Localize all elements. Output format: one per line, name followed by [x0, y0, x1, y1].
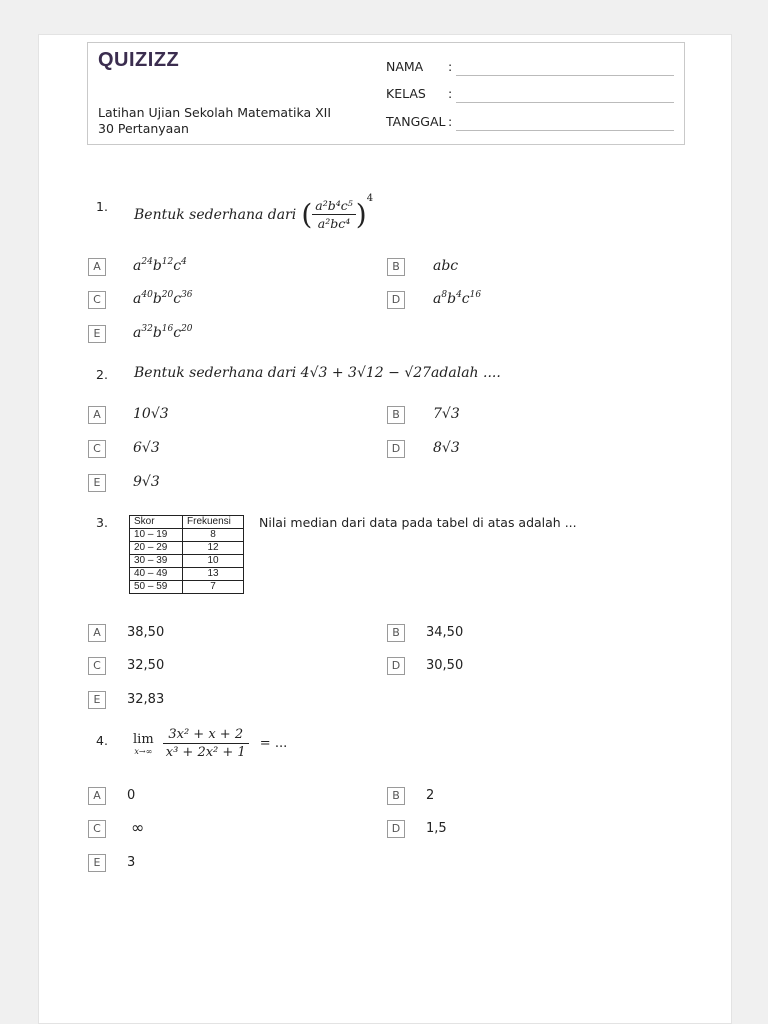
- q4-option-c-box[interactable]: C: [88, 820, 106, 838]
- q2-option-a-text: 10√3: [133, 406, 169, 422]
- q2-option-c-box[interactable]: C: [88, 440, 106, 458]
- fraction-numerator: 3x² + x + 2: [163, 727, 249, 744]
- table-row: [130, 542, 244, 555]
- question-1-fraction: [312, 198, 356, 231]
- q3-option-e-text: 32,83: [127, 692, 165, 707]
- question-4-number: 4.: [96, 733, 108, 748]
- fraction-exponent: 4: [366, 193, 374, 204]
- question-1-text: Bentuk sederhana dari: [134, 207, 297, 223]
- q2-option-d-text: 8√3: [433, 440, 460, 456]
- q1-option-d-text: $a^8b^4c^{16}$: [433, 290, 482, 307]
- q3-option-a-box[interactable]: A: [88, 624, 106, 642]
- fraction-denominator: a²bc⁴: [317, 216, 351, 231]
- q3-option-c-box[interactable]: C: [88, 657, 106, 675]
- q4-option-b-text: 2: [426, 788, 435, 803]
- q3-option-a-text: 38,50: [127, 625, 165, 640]
- table-cell-frekuensi: 10: [183, 555, 244, 568]
- table-cell-skor: 40 – 49: [130, 568, 183, 581]
- right-paren: ): [355, 198, 367, 231]
- limit-label: lim: [133, 731, 154, 747]
- q3-option-d-box[interactable]: D: [387, 657, 405, 675]
- q4-option-e-text: 3: [127, 855, 136, 870]
- q3-option-c-text: 32,50: [127, 658, 165, 673]
- quizizz-logo: QUIZIZZ: [98, 49, 180, 71]
- date-colon: :: [448, 114, 453, 129]
- q3-option-b-text: 34,50: [426, 625, 464, 640]
- question-4-fraction: [163, 727, 249, 760]
- q2-option-e-box[interactable]: E: [88, 474, 106, 492]
- question-1-number: 1.: [96, 199, 108, 214]
- question-2-text: Bentuk sederhana dari 4√3 + 3√12 − √27adalah ....: [134, 365, 501, 381]
- class-colon: :: [448, 86, 453, 101]
- q4-option-a-text: 0: [127, 788, 136, 803]
- q4-option-d-text: 1,5: [426, 821, 447, 836]
- q2-option-d-box[interactable]: D: [387, 440, 405, 458]
- worksheet-page: [38, 34, 732, 1024]
- fraction-numerator: a²b⁴c⁵: [312, 198, 356, 215]
- table-header-skor: Skor: [130, 516, 183, 529]
- table-cell-skor: 50 – 59: [130, 581, 183, 594]
- q3-option-b-box[interactable]: B: [387, 624, 405, 642]
- q2-option-b-box[interactable]: B: [387, 406, 405, 424]
- q2-option-e-text: 9√3: [133, 474, 160, 490]
- table-cell-skor: 20 – 29: [130, 542, 183, 555]
- class-label: KELAS: [386, 86, 426, 101]
- question-3-number: 3.: [96, 515, 108, 530]
- q4-option-e-box[interactable]: E: [88, 854, 106, 872]
- limit-subscript: x→∞: [134, 746, 153, 756]
- table-row: [130, 581, 244, 594]
- table-row: [130, 529, 244, 542]
- table-cell-frekuensi: 12: [183, 542, 244, 555]
- table-header-frekuensi: Frekuensi: [183, 516, 244, 529]
- q1-option-c-box[interactable]: C: [88, 291, 106, 309]
- table-cell-frekuensi: 8: [183, 529, 244, 542]
- worksheet-title: Latihan Ujian Sekolah Matematika XII: [98, 105, 332, 120]
- name-line: [456, 75, 674, 76]
- q4-option-b-box[interactable]: B: [387, 787, 405, 805]
- name-label: NAMA: [386, 59, 424, 74]
- q1-option-b-box[interactable]: B: [387, 258, 405, 276]
- fraction-denominator: x³ + 2x² + 1: [165, 745, 246, 760]
- class-line: [456, 102, 674, 103]
- limit-operator: [133, 732, 154, 756]
- q1-option-b-text: abc: [433, 258, 459, 274]
- question-4-tail: = ...: [259, 736, 288, 751]
- table-row: [130, 555, 244, 568]
- q1-option-c-text: $a^{40}b^{20}c^{36}$: [133, 290, 193, 307]
- left-paren: (: [301, 198, 313, 231]
- q4-option-a-box[interactable]: A: [88, 787, 106, 805]
- q1-option-a-box[interactable]: A: [88, 258, 106, 276]
- q1-option-d-box[interactable]: D: [387, 291, 405, 309]
- q3-option-d-text: 30,50: [426, 658, 464, 673]
- q1-option-e-box[interactable]: E: [88, 325, 106, 343]
- q4-option-c-text: ∞: [131, 818, 145, 837]
- table-row: [130, 568, 244, 581]
- name-colon: :: [448, 59, 453, 74]
- question-1-prompt: [134, 193, 373, 231]
- q2-option-a-box[interactable]: A: [88, 406, 106, 424]
- question-3-text: Nilai median dari data pada tabel di atas adalah ...: [259, 515, 577, 530]
- date-line: [456, 130, 674, 131]
- q2-option-c-text: 6√3: [133, 440, 160, 456]
- q3-option-e-box[interactable]: E: [88, 691, 106, 709]
- table-header-row: [130, 516, 244, 529]
- date-field: [386, 114, 453, 129]
- question-4-expression: [133, 727, 287, 760]
- question-2-number: 2.: [96, 367, 108, 382]
- q1-option-a-text: $a^{24}b^{12}c^4$: [133, 257, 187, 274]
- name-field: [386, 59, 453, 74]
- q2-option-b-text: 7√3: [433, 406, 460, 422]
- worksheet-question-count: 30 Pertanyaan: [98, 121, 189, 136]
- q1-option-e-text: $a^{32}b^{16}c^{20}$: [133, 324, 193, 341]
- class-field: [386, 86, 453, 101]
- table-cell-skor: 30 – 39: [130, 555, 183, 568]
- worksheet-header: [87, 42, 685, 145]
- table-cell-skor: 10 – 19: [130, 529, 183, 542]
- table-cell-frekuensi: 13: [183, 568, 244, 581]
- frequency-table: [129, 515, 244, 594]
- q4-option-d-box[interactable]: D: [387, 820, 405, 838]
- table-cell-frekuensi: 7: [183, 581, 244, 594]
- date-label: TANGGAL: [386, 114, 446, 129]
